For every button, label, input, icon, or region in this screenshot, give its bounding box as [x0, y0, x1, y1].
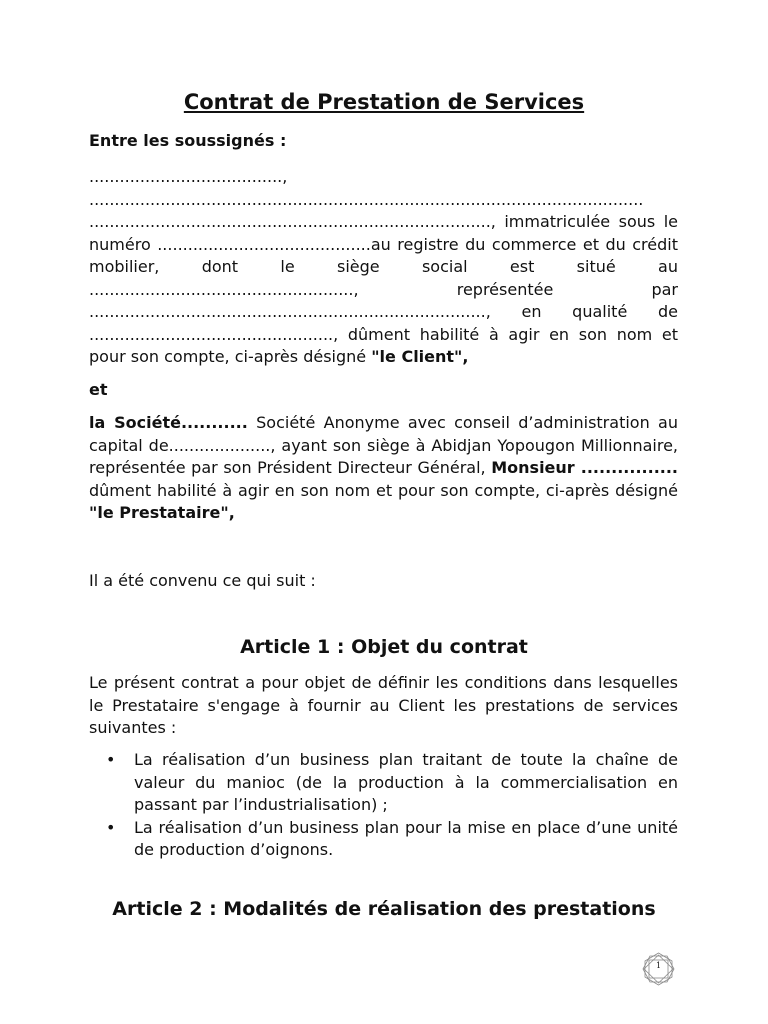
provider-paragraph	[89, 412, 678, 525]
article-1-body	[89, 672, 678, 740]
client-paragraph	[89, 211, 678, 369]
document-title: Contrat de Prestation de Services	[183, 90, 585, 114]
list-item	[89, 817, 678, 862]
article-1-list	[89, 749, 678, 862]
page-number-badge	[640, 952, 677, 986]
agreement-text: Il a été convenu ce qui suit :	[89, 571, 316, 590]
services-list	[89, 749, 678, 862]
intro-label: Entre les soussignés :	[89, 131, 287, 150]
agreement-block	[89, 570, 678, 593]
article-1-heading: Article 1 : Objet du contrat	[240, 636, 528, 658]
list-item-text: La réalisation d’un business plan pour la mise en place d’une unité de production d’oignons.	[134, 817, 678, 859]
provider-monsieur: Monsieur ................	[491, 458, 679, 477]
page-number: 1	[655, 961, 662, 970]
bullet-icon: •	[106, 750, 116, 769]
provider-text-2: dûment habilité à agir en son nom et pour son compte, ci-après désigné	[89, 480, 678, 500]
article-2-heading: Article 2 : Modalités de réalisation des prestations	[112, 898, 656, 920]
article-1-text: Le présent contrat a pour objet de définir les conditions dans lesquelles le Prestataire s'engage à fournir au Client les prestations de services suivantes :	[89, 673, 678, 737]
et-label: et	[89, 380, 108, 399]
client-designation: "le Client",	[371, 347, 469, 366]
provider-designation: "le Prestataire",	[89, 503, 235, 522]
client-paragraph-text: ..............................................................................., immatriculée sous le numéro ..........................................au registre du commerce et du crédit mobilier, dont le siège social est situé au ...................................................., représentée par .............................................................................., en qualité de ................................................, dûment habilité à agir en son nom et pour son compte, ci-après désigné	[89, 212, 678, 366]
provider-text-1: Société Anonyme avec conseil d’administration au capital de...................., ayant son siège à Abidjan Yopougon Millionnaire, représentée par son Président Directeur Général,	[89, 413, 678, 477]
client-line-2: .............................................................................................................	[89, 189, 644, 209]
intro-label-block	[89, 130, 678, 153]
provider-name: la Société...........	[89, 413, 248, 432]
client-line-1: ......................................,	[89, 167, 288, 186]
client-block	[89, 166, 678, 369]
et-block	[89, 379, 678, 402]
list-item	[89, 749, 678, 817]
provider-block	[89, 412, 678, 525]
list-item-text: La réalisation d’un business plan traitant de toute la chaîne de valeur du manioc (de la production à la commercialisation en passant par l’industrialisation) ;	[134, 750, 678, 814]
bullet-icon: •	[106, 817, 116, 837]
